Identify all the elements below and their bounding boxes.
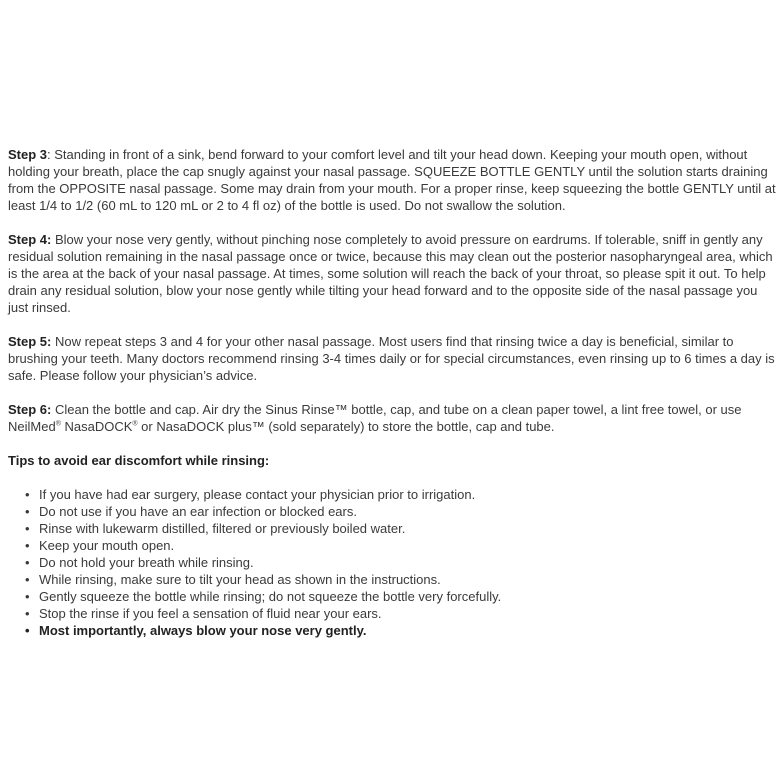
tip-text: Most importantly, always blow your nose very gently. (39, 623, 367, 638)
step-6-paragraph (8, 401, 778, 435)
tip-text: Do not hold your breath while rinsing. (39, 555, 254, 570)
tip-text: Keep your mouth open. (39, 538, 175, 553)
bullet-icon: • (25, 521, 30, 536)
bullet-icon: • (25, 504, 30, 519)
tips-list (8, 486, 778, 639)
bullet-icon: • (25, 555, 30, 570)
step-3-text: Standing in front of a sink, bend forward to your comfort level and tilt your head down. Keeping your mouth open, without holding your breath, place the cap snugly against your nasal passage. SQUEEZE BOTTLE GENTLY until the solution starts draining from the OPPOSITE nasal passage. Some may drain from your mouth. For a proper rinse, keep squeezing the bottle GENTLY until at least 1/4 to 1/2 (60 mL to 120 mL or 2 to 4 fl oz) of the bottle is used. Do not swallow the solution. (8, 147, 776, 213)
bullet-icon: • (25, 623, 30, 638)
step-5-label: Step 5: (8, 334, 52, 349)
tip-item-emphasized (25, 622, 778, 639)
tip-text: Stop the rinse if you feel a sensation of fluid near your ears. (39, 606, 382, 621)
tip-item (25, 588, 778, 605)
bullet-icon: • (25, 606, 30, 621)
step-5-text: Now repeat steps 3 and 4 for your other nasal passage. Most users find that rinsing twice a day is beneficial, similar to brushing your teeth. Many doctors recommend rinsing 3-4 times daily or for special circumstances, even rinsing up to 6 times a day is safe. Please follow your physician’s advice. (8, 334, 775, 383)
tips-heading: Tips to avoid ear discomfort while rinsing: (8, 453, 270, 468)
step-6-label: Step 6: (8, 402, 52, 417)
bullet-icon: • (25, 487, 30, 502)
step-3-paragraph (8, 146, 778, 214)
tip-item (25, 503, 778, 520)
bullet-icon: • (25, 538, 30, 553)
step-4-text: Blow your nose very gently, without pinching nose completely to avoid pressure on eardrums. If tolerable, sniff in gently any residual solution remaining in the nasal passage once or twice, because this may clean out the posterior nasopharyngeal area, which is the area at the back of your nasal passage. At times, some solution will reach the back of your throat, so please spit it out. To help drain any residual solution, blow your nose gently while tilting your head forward and to the opposite side of the nasal passage you just rinsed. (8, 232, 773, 315)
step-6-text-after: NasaDOCK (60, 419, 133, 434)
tip-text: While rinsing, make sure to tilt your head as shown in the instructions. (39, 572, 441, 587)
tip-item (25, 520, 778, 537)
step-6-text-end: or NasaDOCK plus™ (sold separately) to store the bottle, cap and tube. (137, 419, 555, 434)
instructions-document (8, 146, 778, 639)
step-5-paragraph (8, 333, 778, 384)
step-3-label: Step 3 (8, 147, 48, 162)
tip-item (25, 605, 778, 622)
tip-text: Gently squeeze the bottle while rinsing; do not squeeze the bottle very forcefully. (39, 589, 502, 604)
tip-item (25, 537, 778, 554)
registered-mark-2: ® (132, 420, 138, 428)
step-3-separator: : (47, 147, 55, 162)
registered-mark: ® (55, 420, 61, 428)
tip-item (25, 486, 778, 503)
tip-text: Do not use if you have an ear infection or blocked ears. (39, 504, 357, 519)
tip-text: If you have had ear surgery, please contact your physician prior to irrigation. (39, 487, 476, 502)
bullet-icon: • (25, 572, 30, 587)
step-4-paragraph (8, 231, 778, 316)
tip-item (25, 554, 778, 571)
step-6-text-before: Clean the bottle and cap. Air dry the Sinus Rinse™ bottle, cap, and tube on a clean paper towel, a lint free towel, or use NeilMed (8, 402, 742, 434)
tip-text: Rinse with lukewarm distilled, filtered or previously boiled water. (39, 521, 406, 536)
step-4-label: Step 4: (8, 232, 52, 247)
tip-item (25, 571, 778, 588)
bullet-icon: • (25, 589, 30, 604)
